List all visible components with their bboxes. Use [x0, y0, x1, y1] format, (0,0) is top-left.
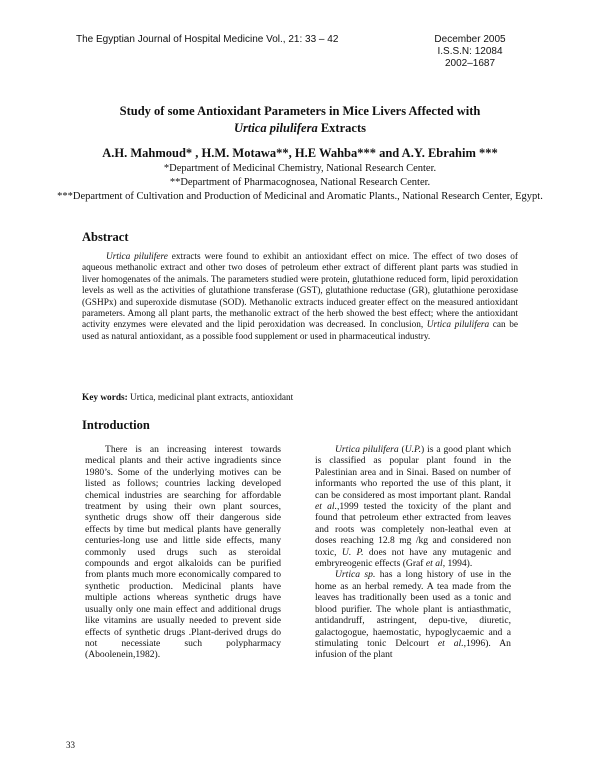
title-line-2: [70, 120, 530, 137]
abstract-text: [82, 252, 518, 343]
title-suffix: Extracts: [317, 121, 366, 135]
page-number: 33: [66, 740, 75, 750]
abstract-body-1: extracts were found to exhibit an antioxidant effect on mice. The effect of two doses of aqueous methanolic extract and other two doses of petroleum ether extract of different plant parts was studied in liver homogenates of the animals. The parameters studied were protein, glutathione reduced form, lipid peroxidation levels as well as the activities of glutathione transferase (GST), glutathione reductase (GR), glutathione peroxidase (GSHPx) and superoxide dismutase (SOD). Methanolic extracts induced greater effect on the measured antioxidant parameters. Among all plant parts, the methanolic extract of the herb showed the best effect; where the antioxidant activity enzymes were elevated and the lipid peroxidation was decreased. In conclusion,: [82, 252, 518, 331]
authors: A.H. Mahmoud* , H.M. Motawa**, H.E Wahba*** and A.Y. Ebrahim ***: [102, 146, 498, 160]
species-name: Urtica pilulifera: [335, 444, 399, 455]
species-abbr: U.P.: [404, 444, 422, 455]
keywords-text: Urtica, medicinal plant extracts, antioxidant: [127, 393, 294, 403]
intro-paragraph-3: Urtica sp. has a long history of use in the home as an herbal remedy. A tea made from the leaves has traditionally been used as a tonic and blood purifier. The whole plant is antiasthmatic, antidandruff, astringent, depu-tive, diuretic, galactogogue, haemostatic, hypoglycaemic and a stimulating tonic Delcourt et al.,1996). An infusion of the plant: [315, 569, 511, 661]
intro-right-column: [315, 444, 511, 661]
issue-info: [430, 34, 510, 70]
title-species: Urtica pilulifera: [234, 121, 318, 135]
intro-paragraph-1: There is an increasing interest towards medical plants and their active ingradients since 1980’s. Some of the underlying motives can be listed as follows; countries lacking developed chemical industries are searching for affordable treatment by using their own plant sources, synthetic drugs show off their dangerous side effects by time but medical plants have generally centuries-long use and little side effects, many commonly used drugs such as steroidal compounds and ergot alkaloids can be purified from plants much more economically compared to synthetic production. Medicinal plants have multiple actions whereas synthetic drugs have usually only one main effect and additional drugs like vitamins are usually needed to prevent side effects of synthetic drugs .Plant-derived drugs do not necessiate such polypharmacy (Aboolenein,1982).: [85, 444, 281, 661]
keywords-label: Key words:: [82, 393, 128, 403]
issn-continued: 2002–1687: [444, 58, 496, 69]
abstract-body-2: can be used as natural antioxidant, as a possible food supplement or used in pharmaceutical industry.: [82, 320, 519, 342]
affiliation-3: ***Department of Cultivation and Production of Medicinal and Aromatic Plants., National Research Center, Egypt.: [57, 191, 543, 202]
title-line-1: Study of some Antioxidant Parameters in Mice Livers Affected with: [119, 104, 481, 118]
intro-left-column: [85, 444, 281, 661]
issue-date: December 2005: [434, 34, 506, 45]
affiliation-2: **Department of Pharmacognosea, National Research Center.: [169, 177, 431, 188]
abstract-heading: Abstract: [82, 230, 129, 244]
issn: I.S.S.N: 12084: [437, 46, 503, 57]
introduction-heading: Introduction: [82, 418, 150, 432]
journal-header: The Egyptian Journal of Hospital Medicine Vol., 21: 33 – 42: [76, 34, 339, 45]
keywords: [82, 393, 293, 403]
affiliation-1: *Department of Medicinal Chemistry, National Research Center.: [163, 163, 437, 174]
intro-paragraph-2: Urtica pilulifera (U.P.) is a good plant which is classified as popular plant found in the Palestinian area and in Sinai. Based on number of informants who reported the use of this plant, it can be considered as most important plant. Randal et al.,1999 tested the toxicity of the plant and found that petroleum ether extracted from leaves and roots was completely non-leathal even at doses reaching 12.8 mg /kg and considered non toxic, U. P. does not have any mutagenic and embryreogenic effects (Graf et al, 1994).: [315, 444, 512, 570]
paper-title: [70, 103, 530, 137]
abstract-species-1: Urtica pilulifere: [106, 252, 168, 262]
abstract-species-2: Urtica pilulifera: [426, 320, 490, 331]
